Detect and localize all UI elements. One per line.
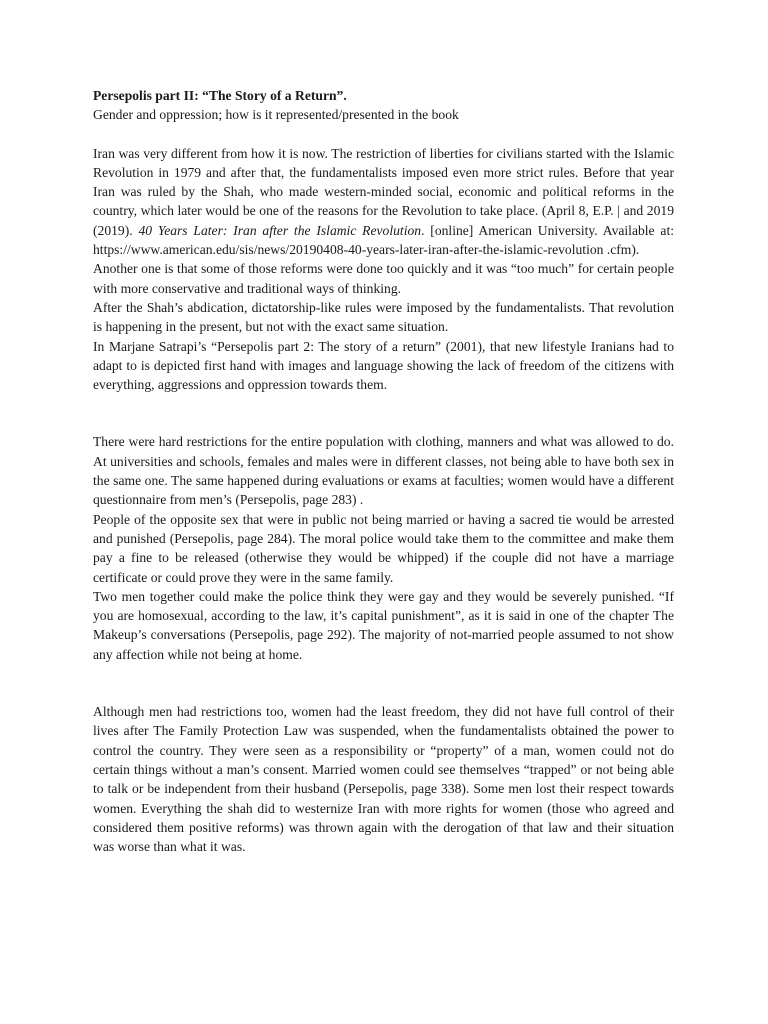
paragraph-intro-1-text-a: Iran was very different from how it is now. The restriction of liberties for civilians started with the Islamic Revolution in 1979 and after that, the fundamentalists imposed even more strict rules. Before that year Iran was ruled by the Shah, who made western-minded social, economic and political reforms in the country, which later would be one of the reasons for the Revolution to take place. (April 8, E.P. | and 2019 (2019). <box>93 145 674 238</box>
paragraph-intro-2: Another one is that some of those reforms were done too quickly and it was “too much” for certain people with more conservative and traditional ways of thinking. <box>93 261 674 296</box>
section-restrictions <box>93 432 674 664</box>
section-spacer <box>93 664 674 702</box>
paragraph-restrictions-2: People of the opposite sex that were in public not being married or having a sacred tie would be arrested and punished (Persepolis, page 284). The moral police would take them to the committee and make them pay a fine to be released (otherwise they would be whipped) if the couple did not have a marriage certificate or could prove they were in the same family. <box>93 511 674 585</box>
paragraph-intro-4: In Marjane Satrapi’s “Persepolis part 2: The story of a return” (2001), that new lifestyle Iranians had to adapt to is depicted first hand with images and language showing the lack of freedom of the citizens with everything, aggressions and oppression towards them. <box>93 338 674 393</box>
section-spacer <box>93 394 674 432</box>
citation-title: 40 Years Later: Iran after the Islamic Revolution <box>138 222 422 238</box>
paragraph-restrictions-1: There were hard restrictions for the entire population with clothing, manners and what was allowed to do. At universities and schools, females and males were in different classes, not being able to have both sex in the same one. The same happened during evaluations or exams at faculties; women would have a different questionnaire from men’s (Persepolis, page 283) . <box>93 434 674 508</box>
paragraph-intro-1-text-b: . [online] American University. Available at: https://www.american.edu/sis/news/20190408-40-years-later-iran-after-the-islamic-revolution .cfm). <box>93 222 674 258</box>
paragraph-intro-1 <box>93 144 674 260</box>
document-subtitle: Gender and oppression; how is it represented/presented in the book <box>93 107 459 123</box>
paragraph-intro-3: After the Shah’s abdication, dictatorship-like rules were imposed by the fundamentalists. That revolution is happening in the present, but not with the exact same situation. <box>93 299 674 335</box>
section-intro <box>93 144 674 395</box>
paragraph-women-1: Although men had restrictions too, women had the least freedom, they did not have full control of their lives after The Family Protection Law was suspended, when the fundamentalists obtained the power to control the country. They were seen as a responsibility or “property” of a man, women could not do certain things without a man’s consent. Married women could see themselves “trapped” or not being able to talk or be independent from their husband (Persepolis, page 338). Some men lost their respect towards women. Everything the shah did to westernize Iran with more rights for women (those who agreed and considered them positive reforms) was thrown again with the derogation of that law and their situation was worse than what it was. <box>93 704 674 855</box>
paragraph-restrictions-3: Two men together could make the police think they were gay and they would be severely punished. “If you are homosexual, according to the law, it’s capital punishment”, as it is said in one of the chapter The Makeup’s conversations (Persepolis, page 292). The majority of not-married people assumed to not show any affection while not being at home. <box>93 588 674 662</box>
document-page <box>93 86 674 856</box>
section-women <box>93 702 674 856</box>
document-title: Persepolis part II: “The Story of a Return”. <box>93 88 347 103</box>
